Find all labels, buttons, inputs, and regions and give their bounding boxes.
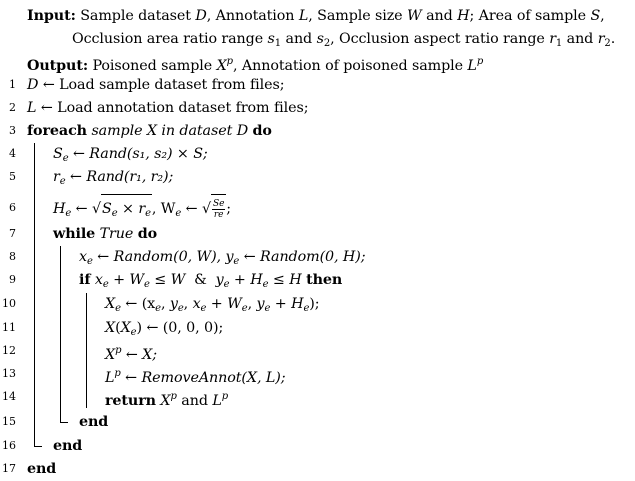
if-block-bar (86, 293, 87, 408)
line-number: 11 (2, 321, 16, 334)
algo-line-12 (0, 339, 635, 363)
line-text: $L^p$ ← RemoveAnnot(X, L); (105, 368, 286, 386)
algo-line-10 (0, 292, 635, 316)
line-text: $X^p$ ← X; (105, 345, 157, 363)
line-text: while True do (53, 226, 158, 242)
line-number: 3 (9, 124, 16, 137)
algo-line-5 (0, 165, 635, 189)
algo-line-16 (0, 434, 635, 458)
line-text: end (27, 461, 57, 477)
line-number: 6 (9, 201, 16, 214)
output-text: Output: Poisoned sample $X^p$, Annotation of poisoned sample $L^p$ (27, 56, 484, 74)
line-number: 10 (2, 297, 16, 310)
line-text: $X_e$ ← ($x_e$, $y_e$, $x_e + W_e$, $y_e + H_e$); (105, 296, 320, 314)
line-number: 7 (9, 227, 16, 240)
algo-line-4 (0, 142, 635, 166)
algo-line-15 (0, 410, 635, 434)
line-number: 8 (9, 250, 16, 263)
line-text: end (53, 438, 83, 454)
line-number: 2 (9, 101, 16, 114)
line-number: 13 (2, 367, 16, 380)
output-line (0, 50, 635, 74)
algo-line-6 (0, 194, 635, 222)
line-text: D ← Load sample dataset from files; (27, 77, 285, 93)
line-number: 1 (9, 78, 16, 91)
line-text: $X(X_e)$ ← (0, 0, 0); (105, 320, 224, 338)
input-line-1 (0, 4, 635, 28)
line-number: 4 (9, 147, 16, 160)
while-block-tick (60, 422, 68, 423)
algo-line-2 (0, 96, 635, 120)
input-line-2 (0, 27, 635, 51)
line-number: 14 (2, 390, 16, 403)
algo-line-17 (0, 457, 635, 481)
line-text: $x_e$ ← Random(0, W), $y_e$ ← Random(0, H); (79, 249, 366, 267)
algo-line-9 (0, 268, 635, 292)
algo-line-14 (0, 385, 635, 409)
line-text: L ← Load annotation dataset from files; (27, 100, 309, 116)
algo-line-8 (0, 245, 635, 269)
line-number: 9 (9, 273, 16, 286)
line-text: end (79, 414, 109, 430)
while-block-bar (60, 246, 61, 423)
foreach-block-bar (34, 143, 35, 447)
line-number: 16 (2, 439, 16, 452)
algo-line-3 (0, 119, 635, 143)
line-number: 15 (2, 415, 16, 428)
foreach-block-tick (34, 446, 42, 447)
algo-line-13 (0, 362, 635, 386)
algo-line-7 (0, 222, 635, 246)
line-number: 5 (9, 170, 16, 183)
line-number: 12 (2, 344, 16, 357)
line-text: $H_e$ ← $√S_e \times r_e$, $W_e$ ← √ $\frac{Se}{re}$ ; (53, 194, 231, 228)
input-text-2: Occlusion area ratio range $s_1$ and $s_2$, Occlusion aspect ratio range $r_1$ and $r_2$. (72, 31, 616, 49)
line-number: 17 (2, 462, 16, 475)
algo-line-11 (0, 316, 635, 340)
line-text: $S_e$ ← Rand(s₁, s₂) × S; (53, 146, 208, 164)
line-text: return $X^p$ and $L^p$ (105, 391, 229, 409)
line-text: $r_e$ ← Rand(r₁, r₂); (53, 169, 174, 187)
line-text: if $x_e + W_e \le W$ & $y_e + H_e \le H$ then (79, 272, 343, 290)
line-text: foreach sample X in dataset D do (27, 123, 272, 139)
algo-line-1 (0, 73, 635, 97)
input-text-1: Input: Sample dataset D, Annotation L, Sample size W and H; Area of sample S, (27, 8, 605, 24)
